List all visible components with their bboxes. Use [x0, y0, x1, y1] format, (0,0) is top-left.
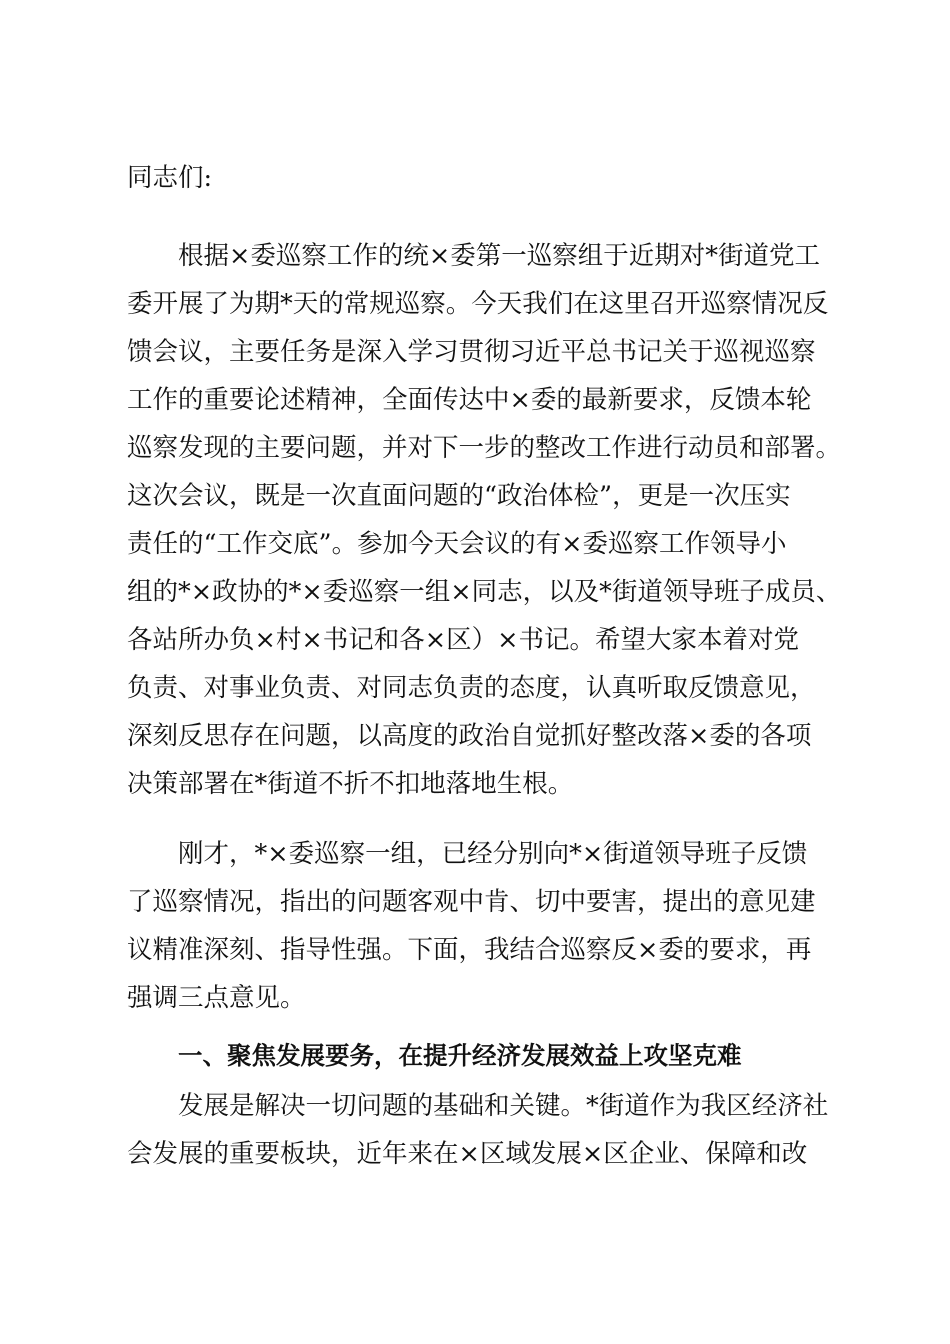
paragraph-2-line-2: 了巡察情况，指出的问题客观中肯、切中要害，提出的意见建 [127, 887, 816, 917]
paragraph-1-line-6: 这次会议，既是一次直面问题的“政治体检”，更是一次压实 [127, 481, 791, 511]
paragraph-1-line-4: 工作的重要论述精神，全面传达中×委的最新要求，反馈本轮 [127, 385, 812, 415]
paragraph-1-line-7: 责任的“工作交底”。参加今天会议的有×委巡察工作领导小 [127, 529, 787, 559]
paragraph-3-line-1: 发展是解决一切问题的基础和关键。*街道作为我区经济社 [178, 1091, 829, 1121]
paragraph-1-line-9: 各站所办负×村×书记和各×区）×书记。希望大家本着对党 [127, 625, 799, 655]
paragraph-3-line-2: 会发展的重要板块，近年来在×区域发展×区企业、保障和改 [127, 1139, 808, 1169]
paragraph-1-line-10: 负责、对事业负责、对同志负责的态度，认真听取反馈意见， [127, 673, 816, 703]
paragraph-1-line-12: 决策部署在*街道不折不扣地落地生根。 [127, 769, 574, 799]
paragraph-1-line-1: 根据×委巡察工作的统×委第一巡察组于近期对*街道党工 [178, 241, 820, 271]
greeting: 同志们: [127, 163, 213, 193]
paragraph-2-line-4: 强调三点意见。 [127, 983, 306, 1013]
paragraph-2-line-1: 刚才，*×委巡察一组，已经分别向*×街道领导班子反馈 [178, 839, 808, 869]
paragraph-1-line-8: 组的*×政协的*×委巡察一组×同志，以及*街道领导班子成员、 [127, 577, 842, 607]
paragraph-2-line-3: 议精准深刻、指导性强。下面，我结合巡察反×委的要求，再 [127, 935, 812, 965]
paragraph-1-line-5: 巡察发现的主要问题，并对下一步的整改工作进行动员和部署。 [127, 433, 842, 463]
paragraph-1-line-2: 委开展了为期*天的常规巡察。今天我们在这里召开巡察情况反 [127, 289, 829, 319]
paragraph-1-line-11: 深刻反思存在问题，以高度的政治自觉抓好整改落×委的各项 [127, 721, 812, 751]
section-1-heading: 一、聚焦发展要务，在提升经济发展效益上攻坚克难 [178, 1041, 742, 1070]
paragraph-1-line-3: 馈会议，主要任务是深入学习贯彻习近平总书记关于巡视巡察 [127, 337, 816, 367]
